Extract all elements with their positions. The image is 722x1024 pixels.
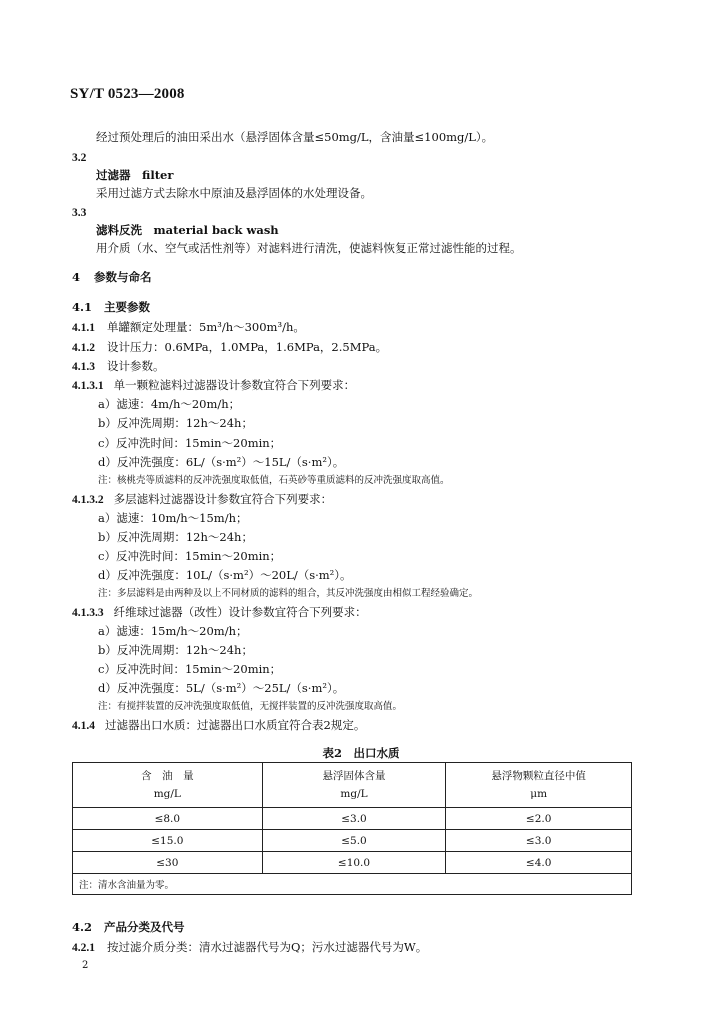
- table-note-row: [73, 874, 632, 895]
- table-cell: ≤3.0: [262, 808, 446, 830]
- list-item: a）滤速：15m/h～20m/h；: [98, 624, 248, 638]
- section-heading: 4 参数与命名: [72, 270, 152, 284]
- clause-line: 4.1.3 设计参数。: [72, 359, 165, 373]
- table-cell: ≤3.0: [446, 830, 632, 852]
- table-cell: ≤2.0: [446, 808, 632, 830]
- list-item: b）反冲洗周期：12h～24h；: [98, 530, 253, 544]
- table-header-row: [73, 763, 632, 808]
- clause-number: 3.2: [72, 152, 87, 164]
- text-line: 经过预处理后的油田采出水（悬浮固体含量≤50mg/L，含油量≤100mg/L）。: [96, 130, 494, 144]
- header-particle-diameter: 悬浮物颗粒直径中值 μm: [446, 763, 632, 808]
- water-quality-table: [72, 762, 632, 895]
- term-heading: 滤料反洗 material back wash: [96, 223, 279, 237]
- header-oil-content: 含 油 量 mg/L: [73, 763, 263, 808]
- clause-line: 4.2.1 按过滤介质分类：清水过滤器代号为Q；污水过滤器代号为W。: [72, 940, 428, 954]
- table-cell: ≤10.0: [262, 852, 446, 874]
- table-cell: ≤8.0: [73, 808, 263, 830]
- term-definition: 采用过滤方式去除水中原油及悬浮固体的水处理设备。: [96, 186, 372, 200]
- table-row: [73, 808, 632, 830]
- table-row: [73, 852, 632, 874]
- clause-line: 4.1.2 设计压力：0.6MPa，1.0MPa，1.6MPa，2.5MPa。: [72, 340, 388, 354]
- list-item: a）滤速：4m/h～20m/h；: [98, 397, 241, 411]
- list-item: c）反冲洗时间：15min～20min；: [98, 662, 282, 676]
- clause-line: 4.1.3.1 单一颗粒滤料过滤器设计参数宜符合下列要求：: [72, 378, 356, 392]
- list-item: a）滤速：10m/h～15m/h；: [98, 511, 248, 525]
- list-item: d）反冲洗强度：10L/（s·m²）～20L/（s·m²）。: [98, 568, 352, 582]
- note-line: 注：有搅拌装置的反冲洗强度取低值，无搅拌装置的反冲洗强度取高值。: [98, 701, 403, 712]
- clause-line: 4.1.3.3 纤维球过滤器（改性）设计参数宜符合下列要求：: [72, 605, 367, 619]
- clause-line: 4.1.1 单罐额定处理量：5m³/h～300m³/h。: [72, 320, 305, 334]
- term-heading: 过滤器 filter: [96, 168, 174, 182]
- table-cell: ≤5.0: [262, 830, 446, 852]
- list-item: d）反冲洗强度：6L/（s·m²）～15L/（s·m²）。: [98, 455, 345, 469]
- clause-number: 3.3: [72, 207, 87, 219]
- list-item: d）反冲洗强度：5L/（s·m²）～25L/（s·m²）。: [98, 681, 345, 695]
- list-item: c）反冲洗时间：15min～20min；: [98, 549, 282, 563]
- table-note: 注：清水含油量为零。: [73, 874, 632, 895]
- list-item: b）反冲洗周期：12h～24h；: [98, 416, 253, 430]
- subsection-heading: 4.2 产品分类及代号: [72, 920, 185, 934]
- standard-code-header: SY/T 0523—2008: [70, 86, 185, 102]
- table-row: [73, 830, 632, 852]
- table-cell: ≤30: [73, 852, 263, 874]
- table-title: 表2 出口水质: [322, 746, 400, 760]
- table-cell: ≤15.0: [73, 830, 263, 852]
- list-item: c）反冲洗时间：15min～20min；: [98, 436, 282, 450]
- table-cell: ≤4.0: [446, 852, 632, 874]
- clause-line: 4.1.4 过滤器出口水质：过滤器出口水质宜符合表2规定。: [72, 718, 366, 732]
- clause-line: 4.1.3.2 多层滤料过滤器设计参数宜符合下列要求：: [72, 492, 333, 506]
- term-definition: 用介质（水、空气或活性剂等）对滤料进行清洗，使滤料恢复正常过滤性能的过程。: [96, 241, 522, 255]
- note-line: 注：核桃壳等质滤料的反冲洗强度取低值，石英砂等重质滤料的反冲洗强度取高值。: [98, 475, 450, 486]
- page-number: 2: [82, 960, 89, 971]
- note-line: 注：多层滤料是由两种及以上不同材质的滤料的组合，其反冲洗强度由相似工程经验确定。: [98, 588, 479, 599]
- list-item: b）反冲洗周期：12h～24h；: [98, 643, 253, 657]
- header-suspended-solids: 悬浮固体含量 mg/L: [262, 763, 446, 808]
- subsection-heading: 4.1 主要参数: [72, 300, 151, 314]
